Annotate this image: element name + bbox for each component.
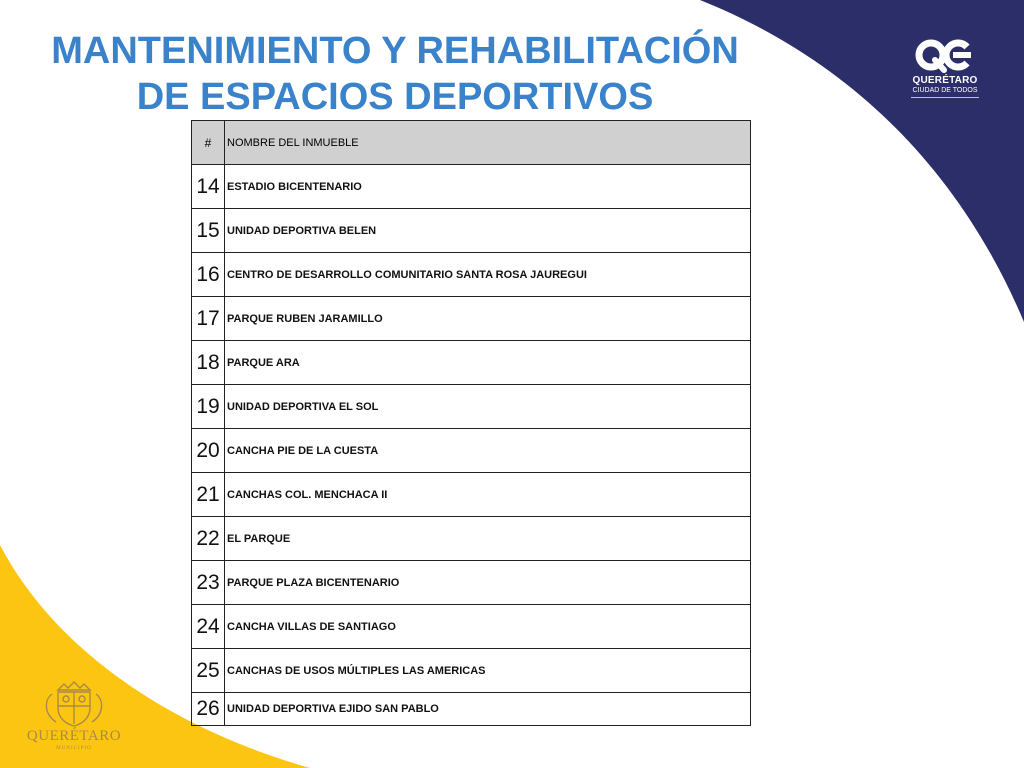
row-number: 15 bbox=[192, 209, 225, 253]
row-number: 16 bbox=[192, 253, 225, 297]
venue-name: PARQUE ARA bbox=[225, 341, 751, 385]
table-row bbox=[192, 605, 751, 649]
column-header-name: NOMBRE DEL INMUEBLE bbox=[225, 121, 751, 165]
row-number: 24 bbox=[192, 605, 225, 649]
table-row bbox=[192, 517, 751, 561]
row-number: 19 bbox=[192, 385, 225, 429]
venue-name: PARQUE PLAZA BICENTENARIO bbox=[225, 561, 751, 605]
table-row bbox=[192, 693, 751, 726]
venue-name: CANCHAS COL. MENCHACA II bbox=[225, 473, 751, 517]
row-number: 14 bbox=[192, 165, 225, 209]
row-number: 23 bbox=[192, 561, 225, 605]
venue-name: PARQUE RUBEN JARAMILLO bbox=[225, 297, 751, 341]
page-title bbox=[0, 28, 790, 120]
venue-name: UNIDAD DEPORTIVA BELEN bbox=[225, 209, 751, 253]
title-line-2: DE ESPACIOS DEPORTIVOS bbox=[136, 76, 654, 118]
crest-subtitle: MUNICIPIO bbox=[56, 746, 92, 751]
venue-name: UNIDAD DEPORTIVA EL SOL bbox=[225, 385, 751, 429]
table-row bbox=[192, 297, 751, 341]
venue-name: EL PARQUE bbox=[225, 517, 751, 561]
table-row bbox=[192, 649, 751, 693]
table-row bbox=[192, 429, 751, 473]
qc-logo-tagline: CIUDAD DE TODOS bbox=[912, 87, 978, 94]
table-row bbox=[192, 209, 751, 253]
venue-name: CANCHAS DE USOS MÚLTIPLES LAS AMERICAS bbox=[225, 649, 751, 693]
table-row bbox=[192, 165, 751, 209]
row-number: 26 bbox=[192, 693, 225, 726]
table-row bbox=[192, 253, 751, 297]
venue-name: CENTRO DE DESARROLLO COMUNITARIO SANTA ROSA JAUREGUI bbox=[225, 253, 751, 297]
table-header-row bbox=[192, 121, 751, 165]
crest-name: QUERÉTARO bbox=[26, 728, 122, 744]
qc-logo-icon bbox=[915, 38, 975, 74]
qc-logo-fine-print bbox=[905, 96, 985, 99]
row-number: 25 bbox=[192, 649, 225, 693]
table-row bbox=[192, 561, 751, 605]
row-number: 17 bbox=[192, 297, 225, 341]
table-row bbox=[192, 473, 751, 517]
coat-of-arms-icon bbox=[22, 680, 126, 728]
row-number: 22 bbox=[192, 517, 225, 561]
row-number: 21 bbox=[192, 473, 225, 517]
table-row bbox=[192, 385, 751, 429]
title-line-1: MANTENIMIENTO Y REHABILITACIÓN bbox=[51, 30, 739, 72]
venue-name: CANCHA VILLAS DE SANTIAGO bbox=[225, 605, 751, 649]
column-header-number: # bbox=[192, 121, 225, 165]
queretaro-ciudad-de-todos-logo bbox=[905, 38, 985, 108]
row-number: 18 bbox=[192, 341, 225, 385]
venue-name: UNIDAD DEPORTIVA EJIDO SAN PABLO bbox=[225, 693, 751, 726]
venue-name: CANCHA PIE DE LA CUESTA bbox=[225, 429, 751, 473]
venue-name: ESTADIO BICENTENARIO bbox=[225, 165, 751, 209]
table-row bbox=[192, 341, 751, 385]
row-number: 20 bbox=[192, 429, 225, 473]
sports-venues-table bbox=[191, 120, 751, 726]
municipio-queretaro-logo bbox=[22, 680, 126, 752]
qc-logo-name: QUERÉTARO bbox=[912, 75, 978, 86]
